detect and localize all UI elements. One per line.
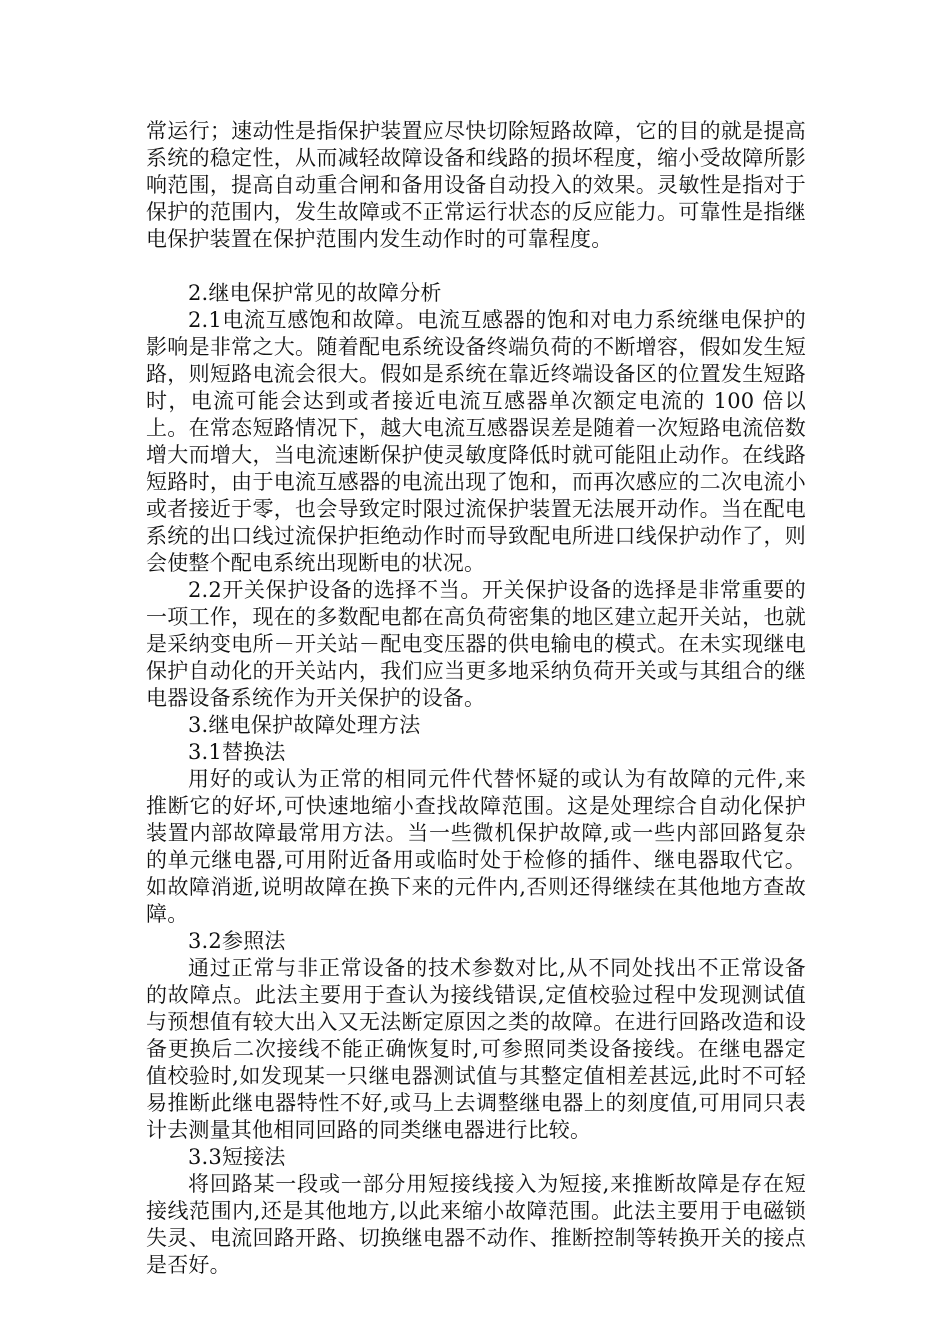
paragraph-2-2: 2.2开关保护设备的选择不当。开关保护设备的选择是非常重要的一项工作，现在的多数配电都在高负荷密集的地区建立起开关站，也就是采纳变电所－开关站－配电变压器的供电输电的模式。在未实现继电保护自动化的开关站内，我们应当更多地采纳负荷开关或与其组合的继电器设备系统作为开关保护的设备。 [146,578,806,710]
paragraph-3-3: 将回路某一段或一部分用短接线接入为短接,来推断故障是存在短接线范围内,还是其他地方,以此来缩小故障范围。此法主要用于电磁锁失灵、电流回路开路、切换继电器不动作、推断控制等转换开关的接点是否好。 [146,1172,806,1277]
paragraph-3-1: 用好的或认为正常的相同元件代替怀疑的或认为有故障的元件,来推断它的好坏,可快速地缩小查找故障范围。这是处理综合自动化保护装置内部故障最常用方法。当一些微机保护故障,或一些内部回路复杂的单元继电器,可用附近备用或临时处于检修的插件、继电器取代它。如故障消逝,说明故障在换下来的元件内,否则还得继续在其他地方查故障。 [146,767,806,926]
paragraph-3-2: 通过正常与非正常设备的技术参数对比,从不同处找出不正常设备的故障点。此法主要用于查认为接线错误,定值校验过程中发现测试值与预想值有较大出入又无法断定原因之类的故障。在进行回路改造和设备更换后二次接线不能正确恢复时,可参照同类设备接线。在继电器定值校验时,如发现某一只继电器测试值与其整定值相差甚远,此时不可轻易推断此继电器特性不好,或马上去调整继电器上的刻度值,可用同只表计去测量其他相同回路的同类继电器进行比较。 [146,956,806,1142]
document-body [146,118,806,1279]
heading-section-3-2: 3.2参照法 [188,929,286,953]
heading-section-3-1: 3.1替换法 [188,740,286,764]
heading-section-2: 2.继电保护常见的故障分析 [188,281,442,305]
paragraph-reliability-definitions: 常运行；速动性是指保护装置应尽快切除短路故障，它的目的就是提高系统的稳定性，从而减轻故障设备和线路的损坏程度，缩小受故障所影响范围，提高自动重合闸和备用设备自动投入的效果。灵敏性是指对于保护的范围内，发生故障或不正常运行状态的反应能力。可靠性是指继电保护装置在保护范围内发生动作时的可靠程度。 [146,119,806,251]
heading-section-3-3: 3.3短接法 [188,1145,286,1169]
paragraph-2-1: 2.1电流互感饱和故障。电流互感器的饱和对电力系统继电保护的影响是非常之大。随着配电系统设备终端负荷的不断增容，假如发生短路，则短路电流会很大。假如是系统在靠近终端设备区的位置发生短路时，电流可能会达到或者接近电流互感器单次额定电流的 100 倍以上。在常态短路情况下，越大电流互感器误差是随着一次短路电流倍数增大而增大，当电流速断保护使灵敏度降低时就可能阻止动作。在线路短路时，由于电流互感器的电流出现了饱和，而再次感应的二次电流小或者接近于零，也会导致定时限过流保护装置无法展开动作。当在配电系统的出口线过流保护拒绝动作时而导致配电所进口线保护动作了，则会使整个配电系统出现断电的状况。 [146,308,806,575]
heading-section-3: 3.继电保护故障处理方法 [188,713,421,737]
